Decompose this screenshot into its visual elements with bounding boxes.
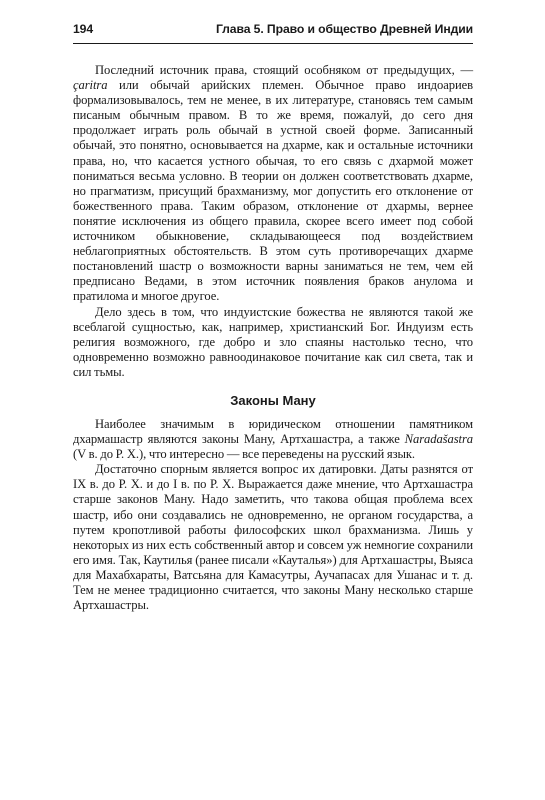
- main-text: [73, 63, 473, 613]
- chapter-running-title: Глава 5. Право и общество Древней Индии: [215, 22, 473, 36]
- page-number: 194: [73, 22, 94, 36]
- paragraph-manu-laws: [73, 417, 473, 462]
- running-header: [73, 22, 473, 44]
- italic-term: çaritra: [73, 78, 108, 93]
- paragraph-text: или обычай арийских племен. Обычное право индоариев формализовывалось, тем не менее, в их литературе, становясь тем самым писаным обычным правом. В то же время, пожалуй, до сего дня продолжает играть роль обычай в устной своей форме. Записанный обычай, это понятно, основывается на дхарме, как и остальные источники права, но, что касается устного обычая, то его связь с дхармой может пониматься весьма условно. В теории он должен соответствовать дхарме, но прагматизм, присущий брахманизму, мог допустить его отклонение от божественного права. Таким образом, отклонение от дхармы, вернее понятие исключения из общего правила, скорее всего имеет под собой источником обыкновение, складывающееся под воздействием неблагоприятных обстоятельств. В этом суть противоречащих дхарме постановлений шастр о возможности варны заниматься не тем, чем ей предписано Ведами, в этом источник появления браков анулома и пратилома и многое другое.: [73, 78, 473, 304]
- section-heading: Законы Ману: [230, 392, 316, 408]
- paragraph-text: Наиболее значимым в юридическом отношении памятником дхармашастр являются законы Ману, Артхашастра, а также: [73, 416, 473, 447]
- paragraph-customary-law: [73, 63, 473, 305]
- italic-term: Naradašastra: [404, 432, 473, 447]
- paragraph-text: (V в. до Р. Х.), что интересно — все переведены на русский язык.: [73, 447, 415, 462]
- paragraph-text: Последний источник права, стоящий особняком от предыдущих, —: [95, 63, 473, 77]
- paragraph-hindu-deities: Дело здесь в том, что индуистские божества не являются такой же всеблагой сущностью, как, например, христианский Бог. Индуизм есть религия возможного, где добро и зло спаяны настолько тесно, что одновременно возможно равноодинаковое почитание как сил света, так и сил тьмы.: [73, 304, 473, 379]
- paragraph-dating: Достаточно спорным является вопрос их датировки. Даты разнятся от IX в. до Р. Х. и до I в. по Р. Х. Выражается даже мнение, что Артхашастра старше законов Ману. Надо заметить, что такова общая проблема всех шастр, ибо они создавались не одновременно, не органом государства, а путем кропотливой работы философских школ брахманизма. Лишь у некоторых из них есть собственный автор и совсем уж немногие сохранили его имя. Так, Каутилья (ранее писали «Кауталья») для Артхашастры, Выяса для Махабхараты, Ватсьяна для Камасутры, Аучапасах для Ушанас и т. д. Тем не менее традиционно считается, что законы Ману несколько старше Артхашастры.: [73, 462, 473, 613]
- book-page: [73, 22, 473, 613]
